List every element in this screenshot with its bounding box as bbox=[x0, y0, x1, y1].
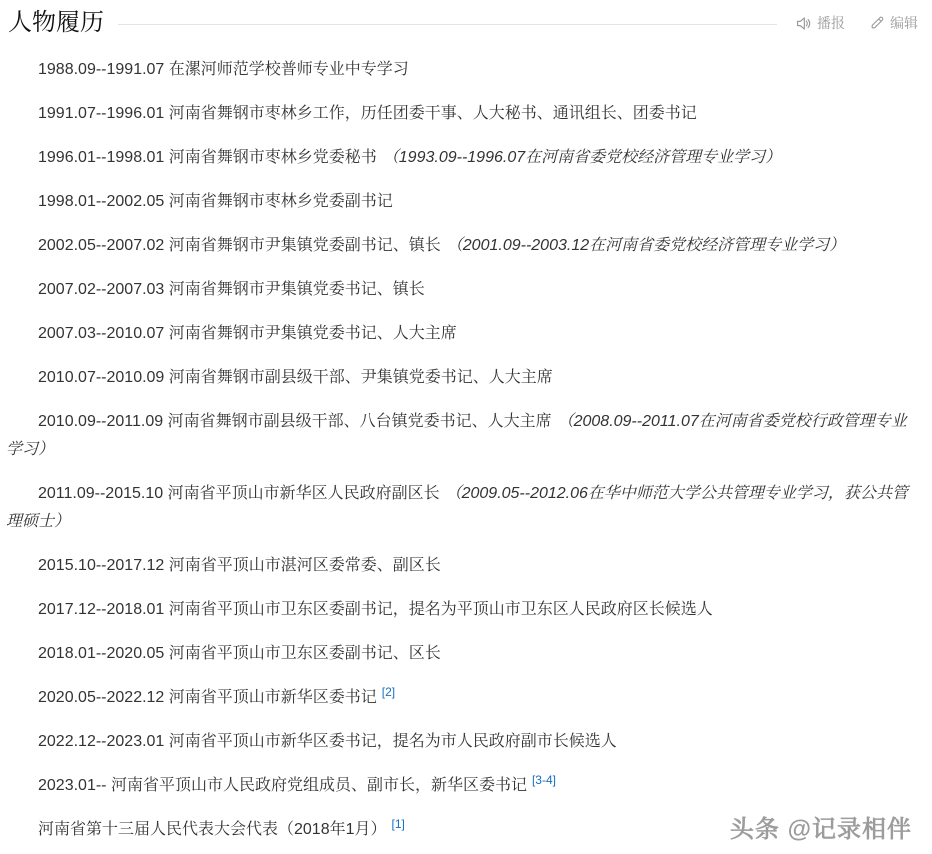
resume-entry bbox=[0, 684, 932, 712]
entry-text: 2023.01-- 河南省平顶山市人民政府党组成员、副市长，新华区委书记 bbox=[38, 777, 527, 794]
resume-entry bbox=[0, 188, 932, 216]
entry-study-note: （2008.09--2011.07在河南省委党校行政管理专业学习） bbox=[6, 413, 907, 458]
speaker-icon bbox=[795, 15, 812, 32]
resume-entry bbox=[0, 276, 932, 304]
resume-entry bbox=[0, 144, 932, 172]
reference-link[interactable]: [2] bbox=[381, 684, 396, 699]
resume-entry bbox=[0, 408, 932, 464]
resume-entry bbox=[0, 772, 932, 800]
entry-text: 1988.09--1991.07 在漯河师范学校普师专业中专学习 bbox=[38, 61, 409, 78]
entry-study-note: （2009.05--2012.06在华中师范大学公共管理专业学习，获公共管理硕士） bbox=[6, 485, 908, 530]
entry-text: 2018.01--2020.05 河南省平顶山市卫东区委副书记、区长 bbox=[38, 645, 441, 662]
resume-entry bbox=[0, 480, 932, 536]
resume-entry bbox=[0, 364, 932, 392]
resume-entry bbox=[0, 640, 932, 668]
entry-text: 河南省第十三届人民代表大会代表（2018年1月） bbox=[38, 821, 387, 838]
entry-text: 2007.03--2010.07 河南省舞钢市尹集镇党委书记、人大主席 bbox=[38, 325, 457, 342]
section-header bbox=[0, 0, 932, 40]
entry-text: 2007.02--2007.03 河南省舞钢市尹集镇党委书记、镇长 bbox=[38, 281, 425, 298]
pencil-icon bbox=[869, 15, 885, 31]
entry-text: 1998.01--2002.05 河南省舞钢市枣林乡党委副书记 bbox=[38, 193, 393, 210]
reference-link[interactable]: [3-4] bbox=[531, 772, 556, 787]
resume-entry bbox=[0, 100, 932, 128]
entry-study-note: （2001.09--2003.12在河南省委党校经济管理专业学习） bbox=[446, 237, 846, 254]
resume-entry bbox=[0, 596, 932, 624]
resume-entry bbox=[0, 728, 932, 756]
entry-text: 2015.10--2017.12 河南省平顶山市湛河区委常委、副区长 bbox=[38, 557, 441, 574]
entry-text: 2020.05--2022.12 河南省平顶山市新华区委书记 bbox=[38, 689, 377, 706]
entry-text: 1996.01--1998.01 河南省舞钢市枣林乡党委秘书 bbox=[38, 149, 377, 166]
entry-text: 2010.07--2010.09 河南省舞钢市副县级干部、尹集镇党委书记、人大主席 bbox=[38, 369, 553, 386]
edit-button[interactable] bbox=[869, 13, 918, 33]
watermark: 头条 @记录相伴 bbox=[729, 816, 912, 843]
edit-label: 编辑 bbox=[890, 15, 918, 31]
entry-text: 1991.07--1996.01 河南省舞钢市枣林乡工作，历任团委干事、人大秘书、通讯组长、团委书记 bbox=[38, 105, 697, 122]
entry-text: 2017.12--2018.01 河南省平顶山市卫东区委副书记，提名为平顶山市卫东区人民政府区长候选人 bbox=[38, 601, 713, 618]
resume-entry bbox=[0, 56, 932, 84]
entry-text: 2011.09--2015.10 河南省平顶山市新华区人民政府副区长 bbox=[38, 485, 440, 502]
entry-text: 2010.09--2011.09 河南省舞钢市副县级干部、八台镇党委书记、人大主席 bbox=[38, 413, 552, 430]
reference-link[interactable]: [1] bbox=[391, 816, 405, 831]
section-title: 人物履历 bbox=[8, 9, 104, 36]
resume-entries bbox=[0, 56, 932, 844]
resume-entry bbox=[0, 232, 932, 260]
resume-entry bbox=[0, 552, 932, 580]
resume-entry bbox=[0, 320, 932, 348]
entry-study-note: （1993.09--1996.07在河南省委党校经济管理专业学习） bbox=[382, 149, 782, 166]
entry-text: 2002.05--2007.02 河南省舞钢市尹集镇党委副书记、镇长 bbox=[38, 237, 441, 254]
broadcast-button[interactable] bbox=[795, 13, 845, 33]
header-divider bbox=[118, 24, 777, 25]
broadcast-label: 播报 bbox=[817, 15, 845, 31]
entry-text: 2022.12--2023.01 河南省平顶山市新华区委书记，提名为市人民政府副市长候选人 bbox=[38, 733, 617, 750]
